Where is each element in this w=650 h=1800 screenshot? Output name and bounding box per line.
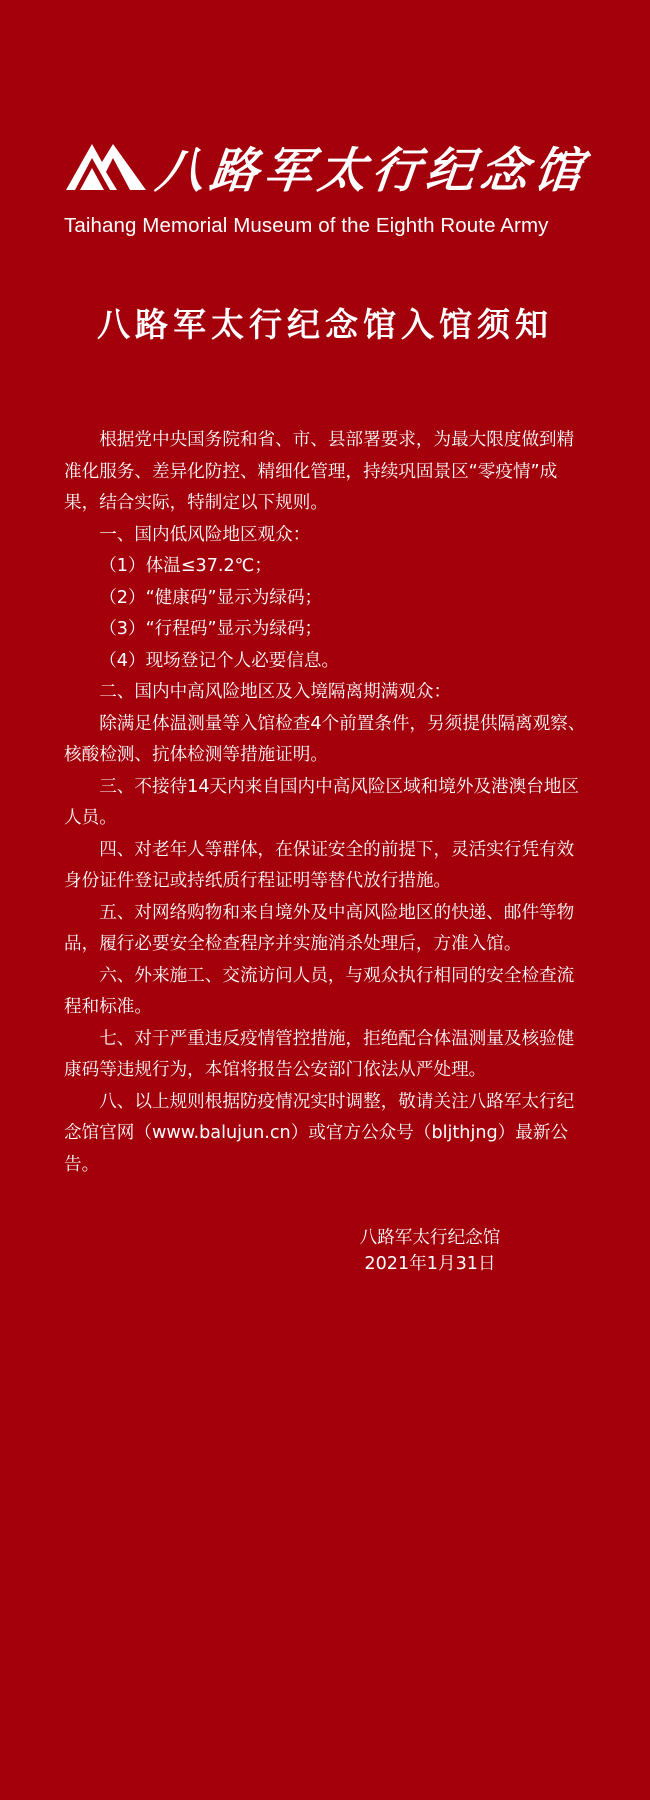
rule-4: 四、对老年人等群体，在保证安全的前提下，灵活实行凭有效身份证件登记或持纸质行程证明等替代放行措施。 [64, 839, 575, 891]
signature-block [330, 1225, 530, 1277]
logo-english-name: Taihang Memorial Museum of the Eighth Route Army [64, 214, 549, 237]
page-title: 八路军太行纪念馆入馆须知 [97, 305, 553, 344]
rule-5: 五、对网络购物和来自境外及中高风险地区的快递、邮件等物品，履行必要安全检查程序并实施消杀处理后，方准入馆。 [64, 902, 575, 954]
rule-1-item-2: （2）“健康码”显示为绿码； [99, 587, 323, 608]
rule-1-item-3: （3）“行程码”显示为绿码； [99, 619, 323, 639]
notice-body [64, 425, 588, 1181]
logo-calligraphy: 八路军太行纪念馆 [153, 143, 591, 199]
museum-logo [66, 138, 596, 218]
rule-2-heading: 二、国内中高风险地区及入境隔离期满观众： [99, 682, 452, 702]
rule-1-heading: 一、国内低风险地区观众： [99, 524, 311, 545]
rule-1-item-1: （1）体温≤37.2℃； [99, 556, 273, 576]
rule-7: 七、对于严重违反疫情管控措施，拒绝配合体温测量及核验健康码等违规行为，本馆将报告公安部门依法从严处理。 [64, 1028, 575, 1080]
rule-1-item-4: （4）现场登记个人必要信息。 [99, 650, 340, 671]
rule-3: 三、不接待14天内来自国内中高风险区域和境外及港澳台地区人员。 [64, 776, 580, 828]
rule-2-body: 除满足体温测量等入馆检查4个前置条件，另须提供隔离观察、核酸检测、抗体检测等措施证明。 [64, 713, 586, 765]
rule-6: 六、外来施工、交流访问人员，与观众执行相同的安全检查流程和标准。 [64, 965, 575, 1017]
rule-8: 八、以上规则根据防疫情况实时调整，敬请关注八路军太行纪念馆官网（www.balujun.cn）或官方公众号（bljthjng）最新公告。 [64, 1091, 575, 1175]
signature-date: 2021年1月31日 [364, 1254, 496, 1274]
intro-paragraph: 根据党中央国务院和省、市、县部署要求，为最大限度做到精准化服务、差异化防控、精细化管理，持续巩固景区“零疫情”成果，结合实际，特制定以下规则。 [64, 430, 575, 513]
mountain-logo-icon [66, 144, 146, 190]
signature-org: 八路军太行纪念馆 [359, 1228, 501, 1248]
